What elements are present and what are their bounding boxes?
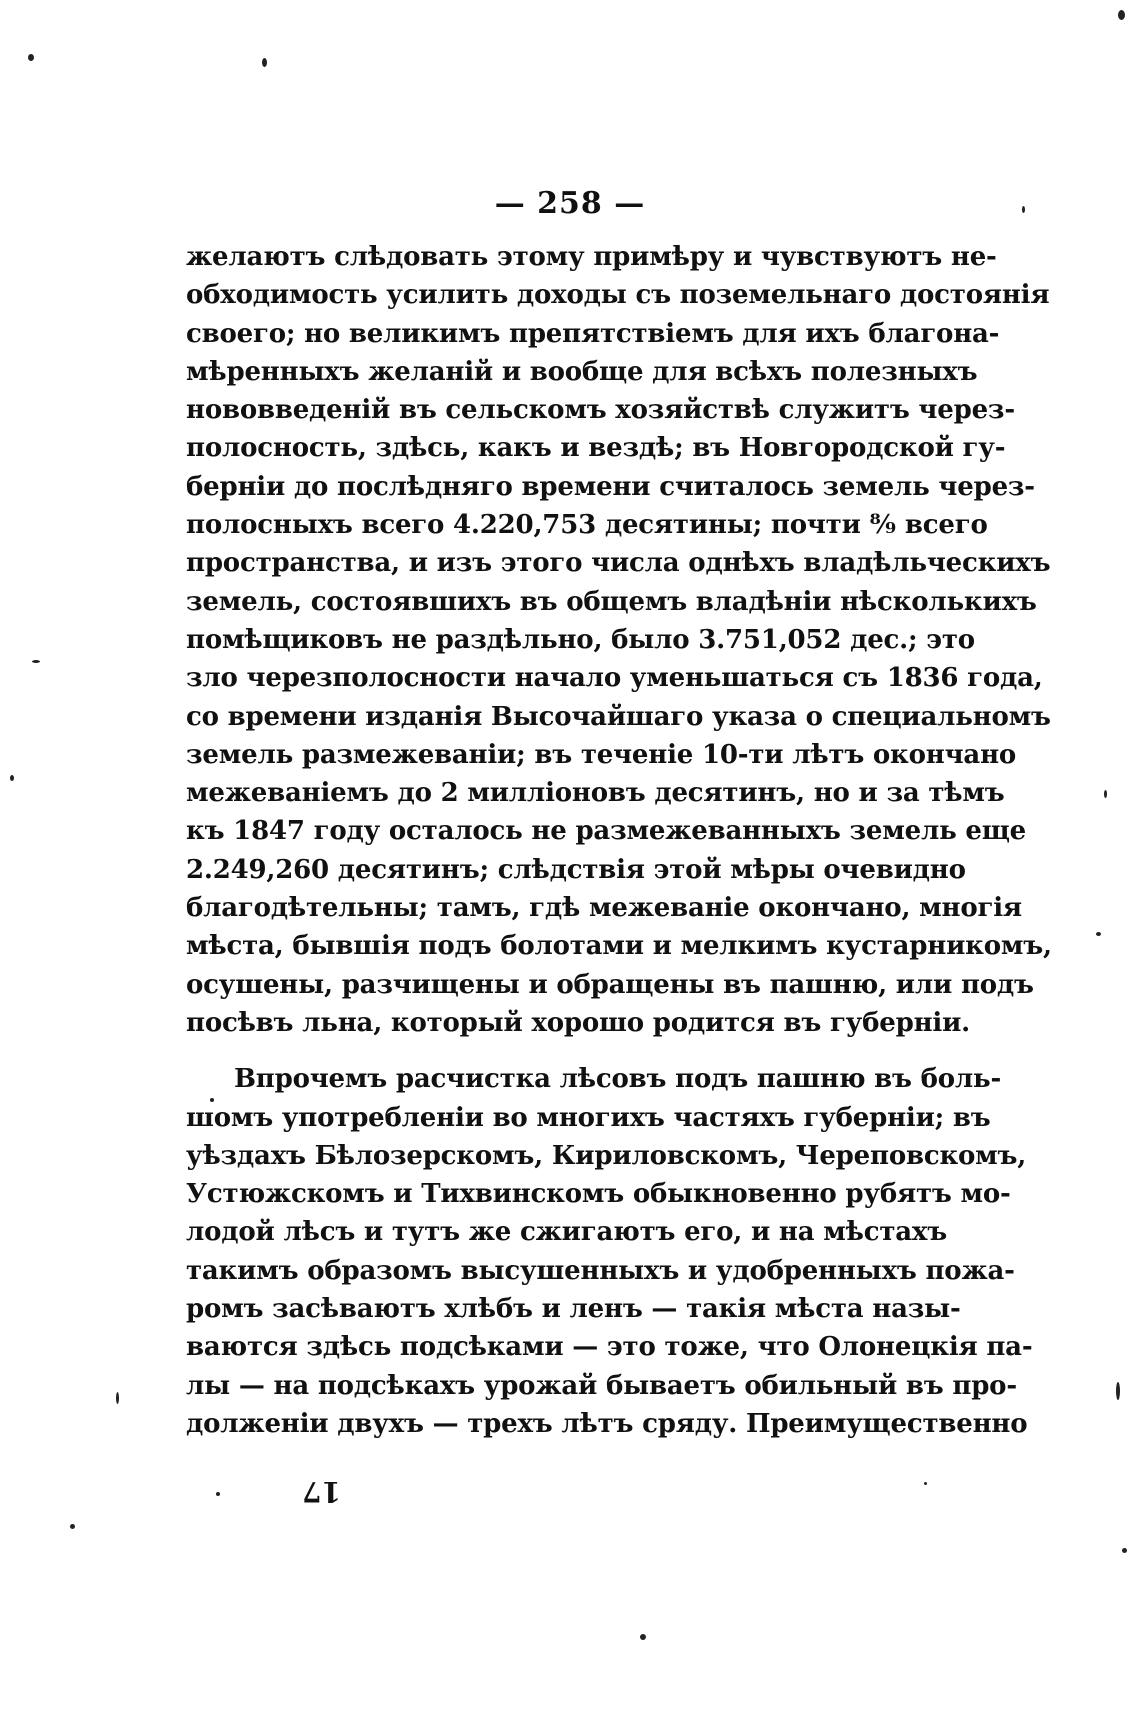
text-line: долженіи двухъ — трехъ лѣтъ сряду. Преимущественно: [186, 1408, 1028, 1439]
scan-speck: [262, 58, 267, 67]
text-line: желаютъ слѣдовать этому примѣру и чувствуютъ не-: [186, 242, 997, 272]
scan-speck: [1022, 206, 1025, 213]
scan-speck: [28, 54, 34, 61]
text-line: ромъ засѣваютъ хлѣбъ и ленъ — такія мѣста назы-: [186, 1294, 961, 1325]
text-line: мѣста, бывшія подъ болотами и мелкимъ кустарникомъ,: [186, 931, 1052, 962]
text-line: Впрочемъ расчистка лѣсовъ подъ пашню въ боль-: [234, 1064, 1002, 1095]
scan-speck: [32, 660, 40, 663]
text-line: берніи до послѣдняго времени считалось земель через-: [186, 471, 1035, 502]
scan-speck: [70, 1524, 75, 1529]
text-line: земель размежеваніи; въ теченіе 10-ти лѣтъ окончано: [186, 739, 1017, 770]
text-line: со времени изданія Высочайшаго указа о специальномъ: [186, 701, 1051, 732]
text-line: шомъ употребленіи во многихъ частяхъ губерніи; въ: [186, 1102, 991, 1133]
page-number: — 258 —: [494, 186, 646, 221]
text-line: лодой лѣсъ и тутъ же сжигаютъ его, и на мѣстахъ: [186, 1217, 947, 1248]
text-line: пространства, и изъ этого числа однѣхъ владѣльческихъ: [186, 548, 1051, 579]
scan-speck: [116, 1392, 119, 1404]
scan-speck: [1096, 932, 1101, 936]
text-line: межеваніемъ до 2 милліоновъ десятинъ, но и за тѣмъ: [186, 778, 1005, 809]
text-line: своего; но великимъ препятствіемъ для ихъ благона-: [186, 318, 1000, 349]
signature-mark: 17: [302, 1475, 341, 1508]
text-line: посѣвъ льна, который хорошо родится въ губерніи.: [186, 1007, 971, 1038]
text-line: ваются здѣсь подсѣками — это тоже, что Олонецкія па-: [186, 1332, 1033, 1363]
text-line: Устюжскомъ и Тихвинскомъ обыкновенно рубятъ мо-: [186, 1179, 1011, 1210]
text-line: 2.249,260 десятинъ; слѣдствія этой мѣры очевидно: [186, 854, 966, 885]
text-line: полосность, здѣсь, какъ и вездѣ; въ Новгородской гу-: [186, 433, 1006, 464]
scan-speck: [1122, 1548, 1127, 1553]
scan-speck: [10, 775, 14, 781]
text-line: лы — на подсѣкахъ урожай бываетъ обильный въ про-: [186, 1370, 1017, 1401]
paragraph-2: [186, 1060, 1033, 1443]
scan-speck: [210, 1098, 214, 1102]
text-line: нововведеній въ сельскомъ хозяйствѣ служитъ через-: [186, 395, 1015, 426]
scan-speck: [1104, 790, 1107, 798]
text-line: уѣздахъ Бѣлозерскомъ, Кириловскомъ, Череповскомъ,: [186, 1140, 1027, 1171]
text-line: зло черезполосности начало уменьшаться съ 1836 года,: [186, 663, 1043, 694]
scan-speck: [924, 1482, 927, 1485]
text-line: осушены, разчищены и обращены въ пашню, или подъ: [186, 969, 1034, 1000]
text-line: помѣщиковъ не раздѣльно, было 3.751,052 дес.; это: [186, 624, 975, 655]
paragraph-1: [186, 238, 1052, 1042]
scan-speck: [1116, 1382, 1120, 1400]
text-line: полосныхъ всего 4.220,753 десятины; почти ⁸⁄₉ всего: [186, 510, 988, 541]
text-line: земель, состоявшихъ въ общемъ владѣніи нѣсколькихъ: [186, 586, 1037, 617]
text-line: благодѣтельны; тамъ, гдѣ межеваніе окончано, многія: [186, 893, 1022, 924]
scan-speck: [216, 1492, 220, 1496]
scan-speck: [640, 1634, 646, 1640]
text-line: такимъ образомъ высушенныхъ и удобренныхъ пожа-: [186, 1255, 1015, 1286]
scan-speck: [1118, 10, 1125, 20]
text-line: къ 1847 году осталось не размежеванныхъ земель еще: [186, 816, 1027, 847]
text-line: обходимость усилить доходы съ поземельнаго достоянія: [186, 280, 1050, 311]
body-text: [186, 238, 1052, 1443]
paragraph-gap: [186, 1042, 938, 1060]
text-line: мѣренныхъ желаній и вообще для всѣхъ полезныхъ: [186, 356, 978, 387]
